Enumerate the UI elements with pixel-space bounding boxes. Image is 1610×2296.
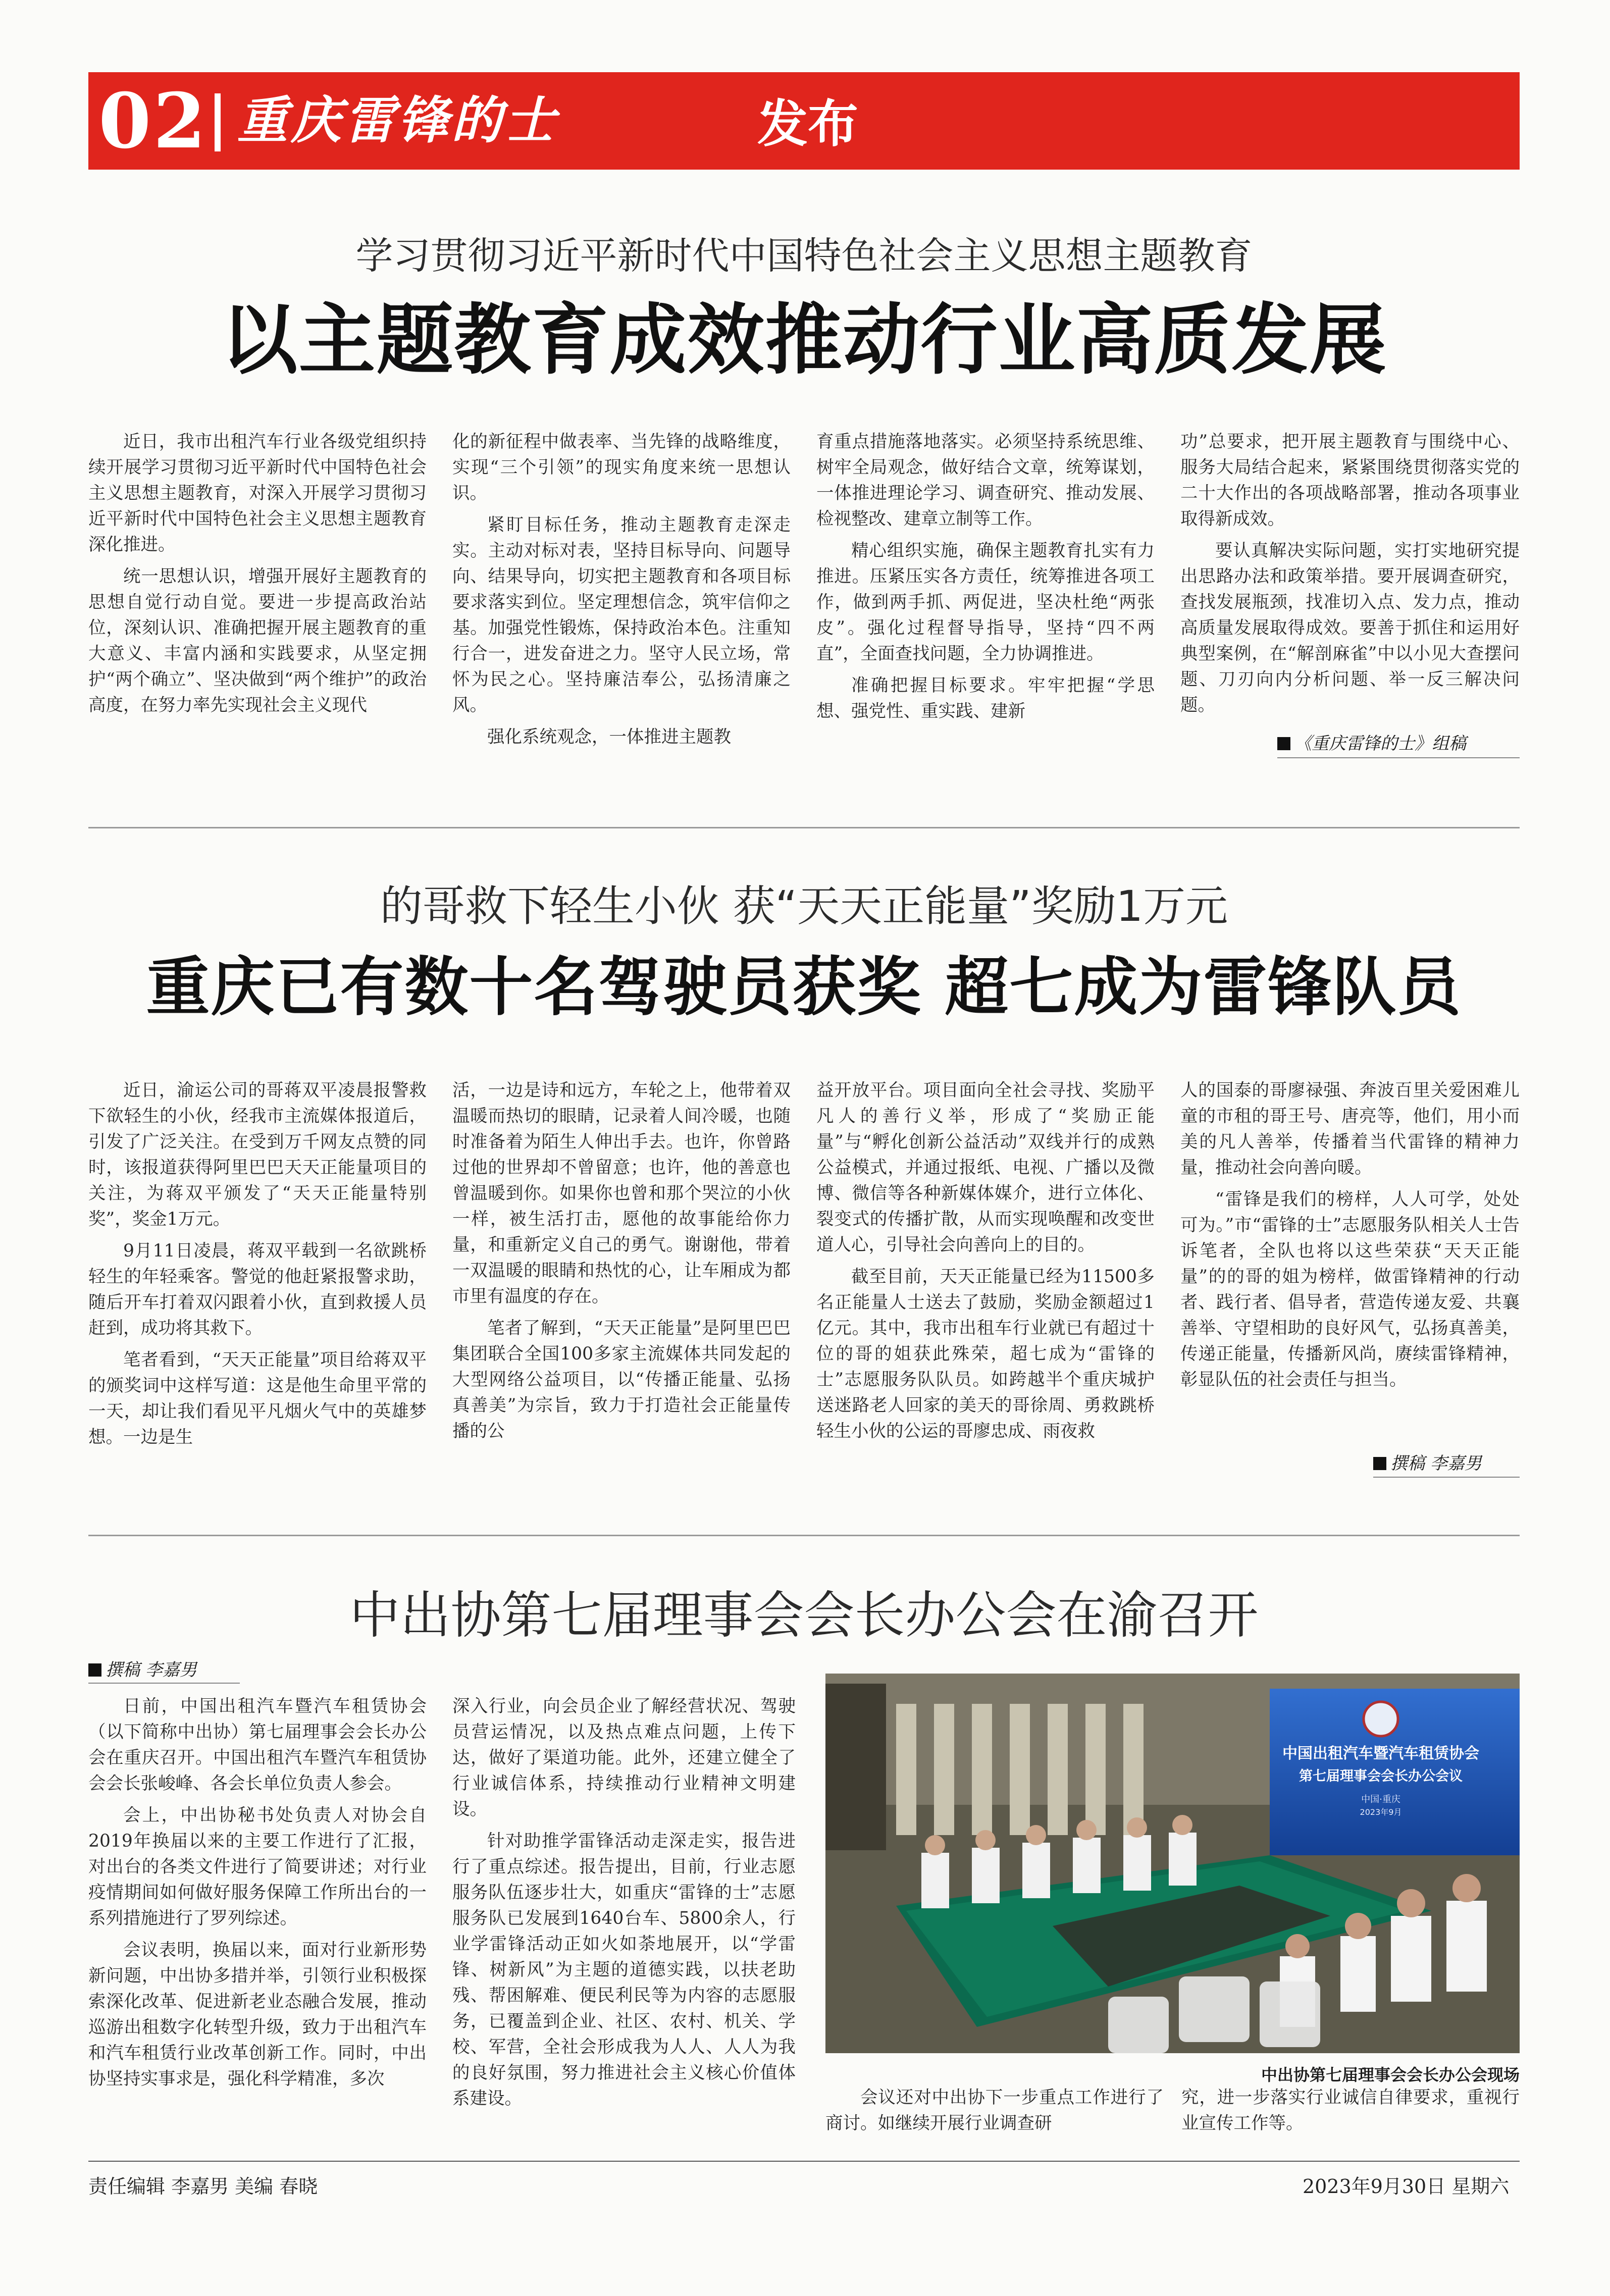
paragraph: 日前，中国出租汽车暨汽车租赁协会（以下简称中出协）第七届理事会会长办公会在重庆召开。中国出租汽车暨汽车租赁协会会长张峻峰、各会长单位负责人参会。: [88, 1696, 427, 1794]
paragraph: 针对助推学雷锋活动走深走实，报告进行了重点综述。报告提出，目前，行业志愿服务队伍逐步壮大，如重庆“雷锋的士”志愿服务队已发展到1640台车、5800余人，行业学雷锋活动正如火如荼地展开，以“学雷锋、树新风”为主题的道德实践，以扶老助残、帮困解难、便民利民等为内容的志愿服务，已覆盖到企业、社区、农村、机关、学校、军营，全社会形成我为人人、人人为我的良好氛围，努力推进社会主义核心价值体系建设。: [452, 1831, 796, 2109]
paragraph: 统一思想认识，增强开展好主题教育的思想自觉行动自觉。要进一步提高政治站位，深刻认识、准确把握开展主题教育的重大意义、丰富内涵和实践要求，从坚定拥护“两个确立”、坚决做到“两个维护”的政治高度，在努力率先实现社会主义现代: [88, 566, 427, 715]
byline-text: 撰稿 李嘉男: [1390, 1453, 1482, 1474]
byline-text: 撰稿 李嘉男: [106, 1660, 197, 1680]
footer-rule: [88, 2161, 1520, 2162]
article2-col1: [88, 1078, 427, 1450]
article2-col4: [1180, 1078, 1520, 1393]
brand-logo: 重庆雷锋的士: [237, 90, 558, 150]
article1-kicker: 学习贯彻习近平新时代中国特色社会主义思想主题教育: [355, 234, 1253, 278]
article3-headline: 中出协第七届理事会会长办公会在渝召开: [349, 1586, 1259, 1645]
paragraph: 深入行业，向会员企业了解经营状况、驾驶员营运情况，以及热点难点问题，上传下达，做好了渠道功能。此外，还建立健全了行业诚信体系，持续推动行业精神文明建设。: [452, 1696, 796, 1819]
byline-underline: [1373, 1477, 1520, 1478]
paragraph: 精心组织实施，确保主题教育扎实有力推进。压紧压实各方责任，统筹推进各项工作，做到两手抓、两促进，坚决杜绝“两张皮”。强化过程督导指导，坚持“四不两直”，全面查找问题，全力协调推进。: [816, 541, 1155, 664]
section-divider: [88, 827, 1520, 828]
article3-byline: [88, 1658, 197, 1682]
photo-banner-line3: 中国·重庆: [1361, 1794, 1400, 1805]
footer-date: 2023年9月30日 星期六: [1303, 2175, 1510, 2198]
paragraph: 会议还对中出协下一步重点工作进行了商讨。如继续开展行业调查研: [825, 2088, 1164, 2133]
article1-headline: 以主题教育成效推动行业高质发展: [221, 294, 1387, 385]
article2-col2: [452, 1078, 791, 1444]
byline-underline: [88, 1683, 240, 1684]
photo-banner-line4: 2023年9月: [1360, 1807, 1402, 1817]
meeting-photo: [825, 1674, 1520, 2053]
page-number: 02: [98, 77, 208, 166]
section-divider: [88, 1535, 1520, 1536]
paragraph: “雷锋是我们的榜样，人人可学，处处可为。”市“雷锋的士”志愿服务队相关人士告诉笔者，全队也将以这些荣获“天天正能量”的的哥的姐为榜样，做雷锋精神的行动者、践行者、倡导者，营造传递友爱、共襄善举、守望相助的良好风气，弘扬真善美，传递正能量，传播新风尚，赓续雷锋精神，彰显队伍的社会责任与担当。: [1180, 1189, 1520, 1390]
article1-byline: [1277, 732, 1466, 755]
article2-kicker: 的哥救下轻生小伙 获“天天正能量”奖励1万元: [380, 881, 1228, 931]
article1-col2: [452, 429, 791, 750]
paragraph: 笔者看到，“天天正能量”项目给蒋双平的颁奖词中这样写道：这是他生命里平常的一天，却让我们看见平凡烟火气中的英雄梦想。一边是生: [88, 1350, 427, 1447]
paragraph: 育重点措施落地落实。必须坚持系统思维、树牢全局观念，做好结合文章，统筹谋划，一体推进理论学习、调查研究、推动发展、检视整改、建章立制等工作。: [816, 432, 1155, 529]
article1-col1: [88, 429, 427, 718]
section-title: 发布: [757, 94, 858, 153]
article3-col2: [452, 1694, 796, 2112]
byline-underline: [1277, 757, 1520, 758]
paragraph: 强化系统观念，一体推进主题教: [487, 727, 731, 747]
paragraph: 紧盯目标任务，推动主题教育走深走实。主动对标对表，坚持目标导向、问题导向、结果导向，切实把主题教育和各项目标要求落实到位。坚定理想信念，筑牢信仰之基。加强党性锻炼，保持政治本色。注重知行合一，进发奋进之力。坚守人民立场，常怀为民之心。坚持廉洁奉公，弘扬清廉之风。: [452, 515, 791, 715]
article1-col4: [1180, 429, 1520, 718]
meeting-scene-illustration: [825, 1674, 1520, 2053]
photo-banner-line2: 第七届理事会会长办公会议: [1299, 1768, 1463, 1784]
article3-col1: [88, 1694, 427, 2092]
paragraph: 准确把握目标要求。牢牢把握“学思想、强党性、重实践、建新: [816, 675, 1155, 721]
article3-col4: [1181, 2085, 1520, 2136]
photo-banner-line1: 中国出租汽车暨汽车租赁协会: [1282, 1745, 1479, 1762]
paragraph: 会议表明，换届以来，面对行业新形势新问题，中出协多措并举，引领行业积极探索深化改革、促进新老业态融合发展，推动巡游出租数字化转型升级，致力于出租汽车和汽车租赁行业改革创新工作。同时，中出协坚持实事求是，强化科学精准，多次: [88, 1940, 427, 2089]
byline-square-icon: [1277, 737, 1290, 750]
paragraph: 近日，渝运公司的哥蒋双平凌晨报警救下欲轻生的小伙，经我市主流媒体报道后，引发了广泛关注。在受到万千网友点赞的同时，该报道获得阿里巴巴天天正能量项目的关注，为蒋双平颁发了“天天正能量特别奖”，奖金1万元。: [88, 1080, 427, 1229]
article1-col3: [816, 429, 1155, 724]
paragraph: 会上，中出协秘书处负责人对协会自2019年换届以来的主要工作进行了汇报，对出台的各类文件进行了简要讲述；对行业疫情期间如何做好服务保障工作所出台的一系列措施进行了罗列综述。: [88, 1805, 427, 1928]
article2-byline: [1373, 1452, 1482, 1475]
byline-square-icon: [1373, 1457, 1386, 1470]
article2-headline: 重庆已有数十名驾驶员获奖 超七成为雷锋队员: [146, 950, 1462, 1024]
paragraph: 截至目前，天天正能量已经为11500多名正能量人士送去了鼓励，奖励金额超过1亿元。其中，我市出租车行业就已有超过十位的哥的姐获此殊荣，超七成为“雷锋的士”志愿服务队队员。如跨越半个重庆城护送迷路老人回家的美天的哥徐周、勇救跳桥轻生小伙的公运的哥廖忠成、雨夜救: [816, 1267, 1155, 1441]
article2-col3: [816, 1078, 1155, 1444]
paragraph: 益开放平台。项目面向全社会寻找、奖励平凡人的善行义举，形成了“奖励正能量”与“孵化创新公益活动”双线并行的成熟公益模式，并通过报纸、电视、广播以及微博、微信等各种新媒体媒介，进行立体化、裂变式的传播扩散，从而实现唤醒和改变世道人心，引导社会向善向上的目的。: [816, 1080, 1155, 1255]
paragraph: 要认真解决实际问题，实打实地研究提出思路办法和政策举措。要开展调查研究，查找发展瓶颈，找准切入点、发力点，推动高质量发展取得成效。要善于抓住和运用好典型案例，在“解剖麻雀”中以小见大查摆问题、刀刃向内分析问题、举一反三解决问题。: [1180, 541, 1520, 715]
paragraph: 9月11日凌晨，蒋双平载到一名欲跳桥轻生的年轻乘客。警觉的他赶紧报警求助，随后开车打着双闪跟着小伙，直到救援人员赶到，成功将其救下。: [88, 1241, 427, 1338]
masthead-divider: [215, 93, 221, 151]
byline-square-icon: [88, 1663, 101, 1677]
paragraph: 笔者了解到，“天天正能量”是阿里巴巴集团联合全国100多家主流媒体共同发起的大型网络公益项目，以“传播正能量、弘扬真善美”为宗旨，致力于打造社会正能量传播的公: [452, 1318, 791, 1441]
byline-text: 《重庆雷锋的士》组稿: [1294, 734, 1466, 754]
paragraph: 化的新征程中做表率、当先锋的战略维度，实现“三个引领”的现实角度来统一思想认识。: [452, 432, 791, 503]
photo-caption: 中出协第七届理事会会长办公会现场: [1261, 2065, 1520, 2084]
paragraph: 功”总要求，把开展主题教育与围绕中心、服务大局结合起来，紧紧围绕贯彻落实党的二十大作出的各项战略部署，推动各项事业取得新成效。: [1180, 432, 1520, 529]
article3-col3: [825, 2085, 1164, 2136]
paragraph: 究，进一步落实行业诚信自律要求，重视行业宣传工作等。: [1181, 2088, 1520, 2133]
paragraph: 人的国泰的哥廖禄强、奔波百里关爱困难儿童的市租的哥王号、唐亮等，他们，用小而美的凡人善举，传播着当代雷锋的精神力量，推动社会向善向暖。: [1180, 1080, 1520, 1178]
paragraph: 近日，我市出租汽车行业各级党组织持续开展学习贯彻习近平新时代中国特色社会主义思想主题教育，对深入开展学习贯彻习近平新时代中国特色社会主义思想主题教育深化推进。: [88, 432, 427, 555]
paragraph: 活，一边是诗和远方，车轮之上，他带着双温暖而热切的眼睛，记录着人间冷暖，也随时准备着为陌生人伸出手去。也许，你曾路过他的世界却不曾留意；也许，他的善意也曾温暖到你。如果你也曾和那个哭泣的小伙一样，被生活打击，愿他的故事能给你力量，和重新定义自己的勇气。谢谢他，带着一双温暖的眼睛和热忱的心，让车厢成为都市里有温度的存在。: [452, 1080, 791, 1307]
footer-editors: 责任编辑 李嘉男 美编 春晓: [88, 2175, 318, 2198]
